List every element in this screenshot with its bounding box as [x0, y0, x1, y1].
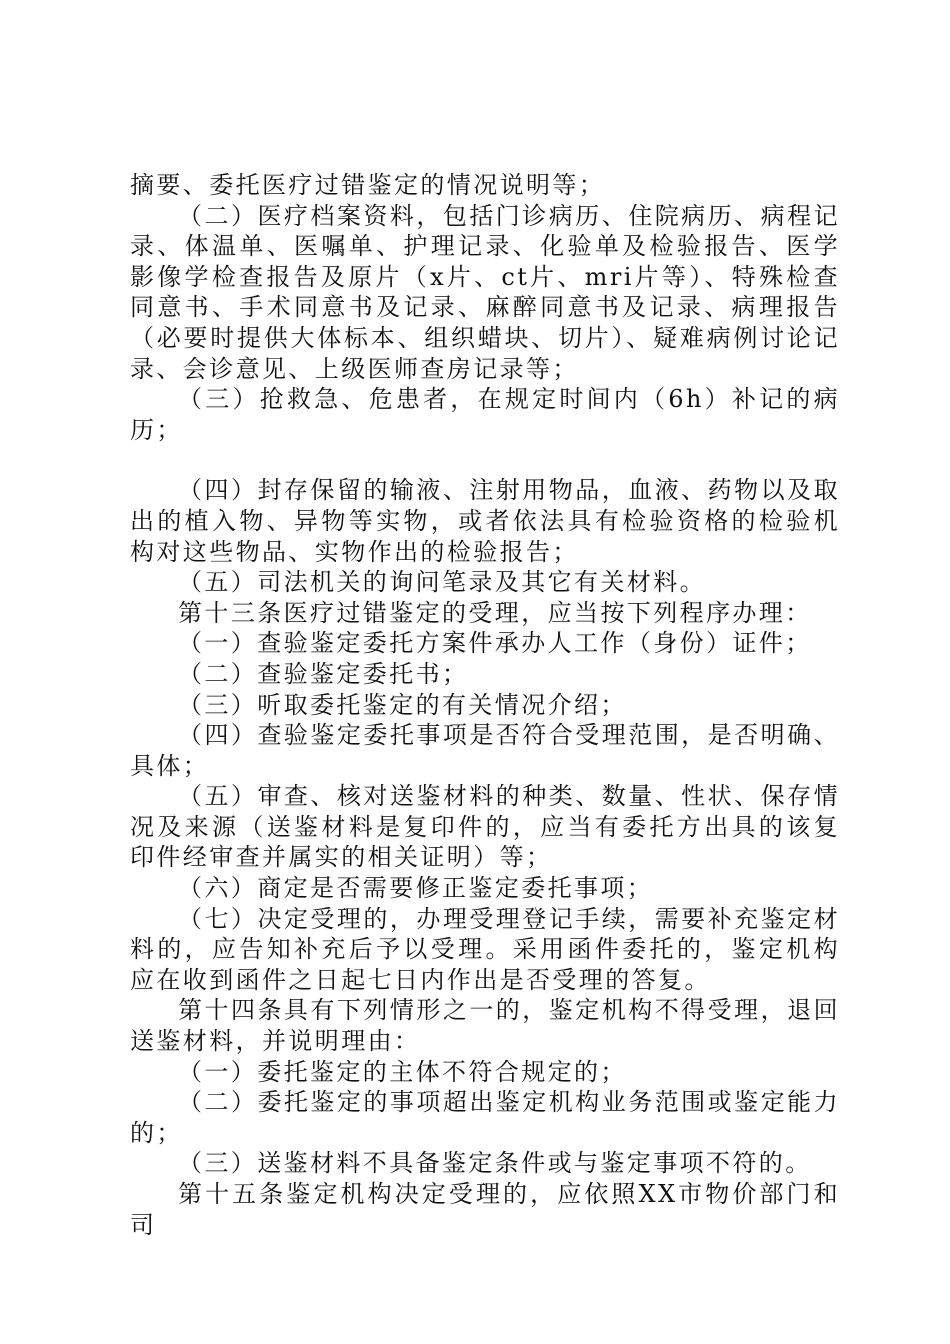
paragraph-14-item-2: （二）委托鉴定的事项超出鉴定机构业务范围或鉴定能力的；: [130, 1088, 840, 1147]
paragraph-13-item-2: （二）查验鉴定委托书；: [178, 659, 469, 688]
paragraph-judicial-records: （五）司法机关的询问笔录及其它有关材料。: [178, 568, 706, 597]
paragraph-13-item-3: （三）听取委托鉴定的有关情况介绍；: [178, 690, 627, 719]
paragraph-summary-continuation: 摘要、委托医疗过错鉴定的情况说明等；: [130, 171, 606, 199]
paragraph-13-item-4: （四）查验鉴定委托事项是否符合受理范围，是否明确、具体；: [130, 721, 840, 780]
paragraph-article-15: 第十五条鉴定机构决定受理的，应依照XX市物价部门和司: [130, 1180, 840, 1239]
paragraph-14-item-1: （一）委托鉴定的主体不符合规定的；: [178, 1057, 627, 1086]
paragraph-article-14: 第十四条具有下列情形之一的，鉴定机构不得受理，退回送鉴材料，并说明理由：: [130, 996, 840, 1056]
paragraph-emergency-records: （三）抢救急、危患者，在规定时间内（6h）补记的病历；: [130, 385, 840, 444]
paragraph-sealed-items: （四）封存保留的输液、注射用物品，血液、药物以及取出的植入物、异物等实物，或者依法具有检验资格的检验机构对这些物品、实物作出的检验报告；: [130, 476, 840, 566]
paragraph-13-item-5: （五）审查、核对送鉴材料的种类、数量、性状、保存情况及来源（送鉴材料是复印件的，应当有委托方出具的该复印件经审查并属实的相关证明）等；: [130, 782, 840, 872]
paragraph-article-13: 第十三条医疗过错鉴定的受理，应当按下列程序办理：: [178, 598, 812, 627]
paragraph-13-item-7: （七）决定受理的，办理受理登记手续，需要补充鉴定材料的，应告知补充后予以受理。采用函件委托的，鉴定机构应在收到函件之日起七日内作出是否受理的答复。: [130, 904, 840, 994]
paragraph-medical-records: （二）医疗档案资料，包括门诊病历、住院病历、病程记录、体温单、医嘱单、护理记录、化验单及检验报告、医学影像学检查报告及原片（x片、ct片、mri片等）、特殊检查同意书、手术同意书及记录、麻醉同意书及记录、病理报告（必要时提供大体标本、组织蜡块、切片）、疑难病例讨论记录、会诊意见、上级医师查房记录等；: [130, 201, 840, 383]
paragraph-14-item-3: （三）送鉴材料不具备鉴定条件或与鉴定事项不符的。: [178, 1149, 812, 1178]
paragraph-13-item-1: （一）查验鉴定委托方案件承办人工作（身份）证件；: [178, 629, 812, 658]
document-body: [130, 170, 840, 1240]
paragraph-13-item-6: （六）商定是否需要修正鉴定委托事项；: [178, 874, 654, 903]
